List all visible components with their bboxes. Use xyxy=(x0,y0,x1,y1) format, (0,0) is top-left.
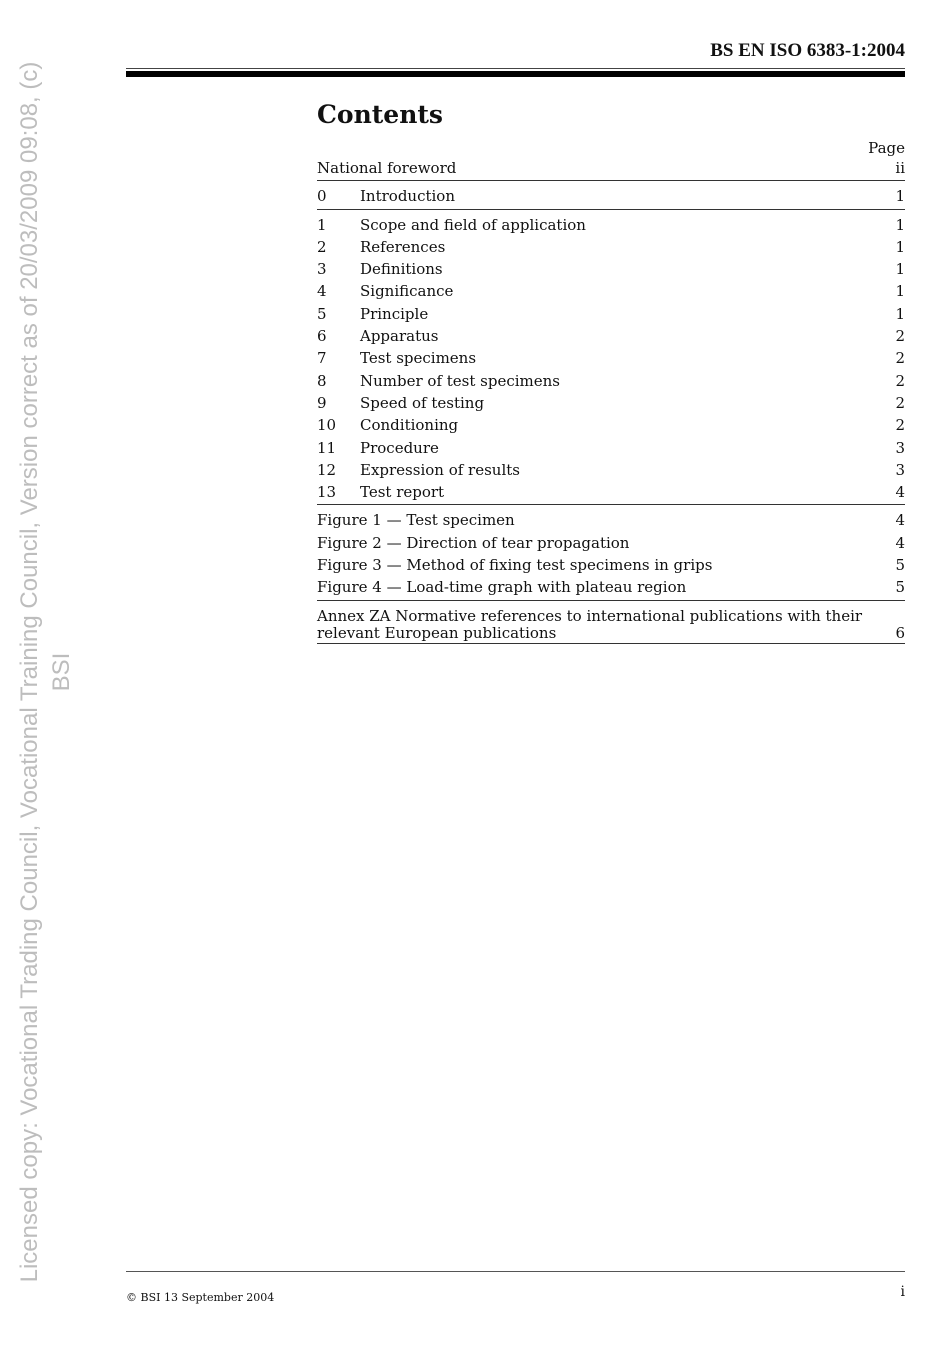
toc-entry-page: 1 xyxy=(895,260,905,279)
toc-entry-number: 12 xyxy=(317,460,337,479)
toc-entry-page: 2 xyxy=(895,393,905,412)
toc-entry[interactable] xyxy=(317,236,905,258)
toc-entry[interactable] xyxy=(317,303,905,325)
toc-entry-page: 3 xyxy=(895,460,905,479)
toc-figure-entry[interactable] xyxy=(317,576,905,598)
toc-entry-title: Principle xyxy=(360,304,429,323)
toc-entry[interactable] xyxy=(317,347,905,369)
header-rule-thick xyxy=(126,71,905,77)
toc-entry-title: Significance xyxy=(360,282,454,301)
toc-entry-page: 2 xyxy=(895,327,905,346)
annex-title-line-2: relevant European publications xyxy=(317,623,557,642)
watermark-line-1: Licensed copy: Vocational Trading Council, Vocational Training Council, Version correct as of 20/03/2009 09:08, (c) xyxy=(16,61,43,1283)
toc-entry-title: Number of test specimens xyxy=(360,371,561,390)
toc-entry-number: 8 xyxy=(317,371,327,390)
foreword-group xyxy=(317,157,905,181)
toc-entry-page: 3 xyxy=(895,438,905,457)
toc-entry-title: Figure 4 — Load-time graph with plateau region xyxy=(317,578,687,597)
toc-entry-page: 1 xyxy=(895,282,905,301)
toc-figure-entry[interactable] xyxy=(317,554,905,576)
toc-entry-title: Apparatus xyxy=(360,327,439,346)
toc-entry-title xyxy=(317,605,865,642)
toc-entry[interactable] xyxy=(317,280,905,302)
toc-entry[interactable] xyxy=(317,157,905,179)
toc-entry-title: Introduction xyxy=(360,187,455,206)
toc-entry-number: 0 xyxy=(317,187,327,206)
license-watermark xyxy=(0,0,80,1345)
toc-entry-title: Expression of results xyxy=(360,460,520,479)
toc-entry-title: Scope and field of application xyxy=(360,215,586,234)
toc-entry-page: 4 xyxy=(895,483,905,502)
intro-group xyxy=(317,185,905,209)
contents-section xyxy=(317,100,905,648)
annex-group xyxy=(317,605,905,644)
toc-entry-page: 1 xyxy=(895,215,905,234)
toc-entry[interactable] xyxy=(317,481,905,503)
toc-entry[interactable] xyxy=(317,370,905,392)
toc-entry[interactable] xyxy=(317,325,905,347)
toc-entry-page: 4 xyxy=(895,511,905,530)
toc-entry-title: Procedure xyxy=(360,438,439,457)
toc-entry-number: 7 xyxy=(317,349,327,368)
toc-entry-page: 1 xyxy=(895,187,905,206)
toc-entry-page: 4 xyxy=(895,533,905,552)
page-column-label: Page xyxy=(868,139,905,157)
toc-entry-page: 2 xyxy=(895,349,905,368)
toc-entry-number: 6 xyxy=(317,327,327,346)
toc-figure-entry[interactable] xyxy=(317,532,905,554)
toc-entry-number: 11 xyxy=(317,438,337,457)
toc-entry-title: References xyxy=(360,237,446,256)
toc-entry[interactable] xyxy=(317,414,905,436)
toc-entry-page: 5 xyxy=(895,578,905,597)
toc-entry[interactable] xyxy=(317,214,905,236)
toc-entry-page: 2 xyxy=(895,416,905,435)
toc-entry[interactable] xyxy=(317,392,905,414)
toc-entry-title: Conditioning xyxy=(360,416,459,435)
toc-entry-title: National foreword xyxy=(317,159,457,177)
toc-entry-title: Test specimens xyxy=(360,349,477,368)
standard-code: BS EN ISO 6383-1:2004 xyxy=(710,40,905,61)
toc-annex-entry[interactable] xyxy=(317,605,905,642)
toc-entry-page: 1 xyxy=(895,237,905,256)
toc-entry-title: Definitions xyxy=(360,260,443,279)
annex-title-line-1: Annex ZA Normative references to international publications with their xyxy=(317,606,863,625)
clauses-group xyxy=(317,214,905,506)
toc-entry-page: 6 xyxy=(895,623,905,642)
toc-entry-number: 2 xyxy=(317,237,327,256)
page-number: i xyxy=(900,1284,905,1300)
toc-entry-number: 4 xyxy=(317,282,327,301)
toc-entry-number: 9 xyxy=(317,393,327,412)
contents-heading: Contents xyxy=(317,100,444,129)
toc-figure-entry[interactable] xyxy=(317,509,905,531)
toc-entry-title: Test report xyxy=(360,483,445,502)
toc-entry-page: 5 xyxy=(895,556,905,575)
toc-entry-page: 1 xyxy=(895,304,905,323)
toc-entry-number: 10 xyxy=(317,416,337,435)
toc-entry[interactable] xyxy=(317,459,905,481)
toc-entry-number: 5 xyxy=(317,304,327,323)
toc-entry-title: Speed of testing xyxy=(360,393,485,412)
footer-rule xyxy=(126,1271,905,1272)
header-rule-thin xyxy=(126,68,905,69)
toc-entry-number: 13 xyxy=(317,483,337,502)
toc-entry-page: ii xyxy=(895,159,905,177)
figures-group xyxy=(317,509,905,600)
toc-entry-title: Figure 3 — Method of fixing test specimens in grips xyxy=(317,556,713,575)
toc-entry[interactable] xyxy=(317,258,905,280)
toc-entry[interactable] xyxy=(317,437,905,459)
watermark-line-2: BSI xyxy=(48,652,75,692)
toc-entry-page: 2 xyxy=(895,371,905,390)
toc-entry-title: Figure 2 — Direction of tear propagation xyxy=(317,533,630,552)
toc-entry-number: 3 xyxy=(317,260,327,279)
toc-entry[interactable] xyxy=(317,185,905,207)
copyright-notice: © BSI 13 September 2004 xyxy=(126,1291,275,1304)
toc-entry-number: 1 xyxy=(317,215,327,234)
toc-entry-title: Figure 1 — Test specimen xyxy=(317,511,515,530)
watermark-text xyxy=(14,62,78,1283)
